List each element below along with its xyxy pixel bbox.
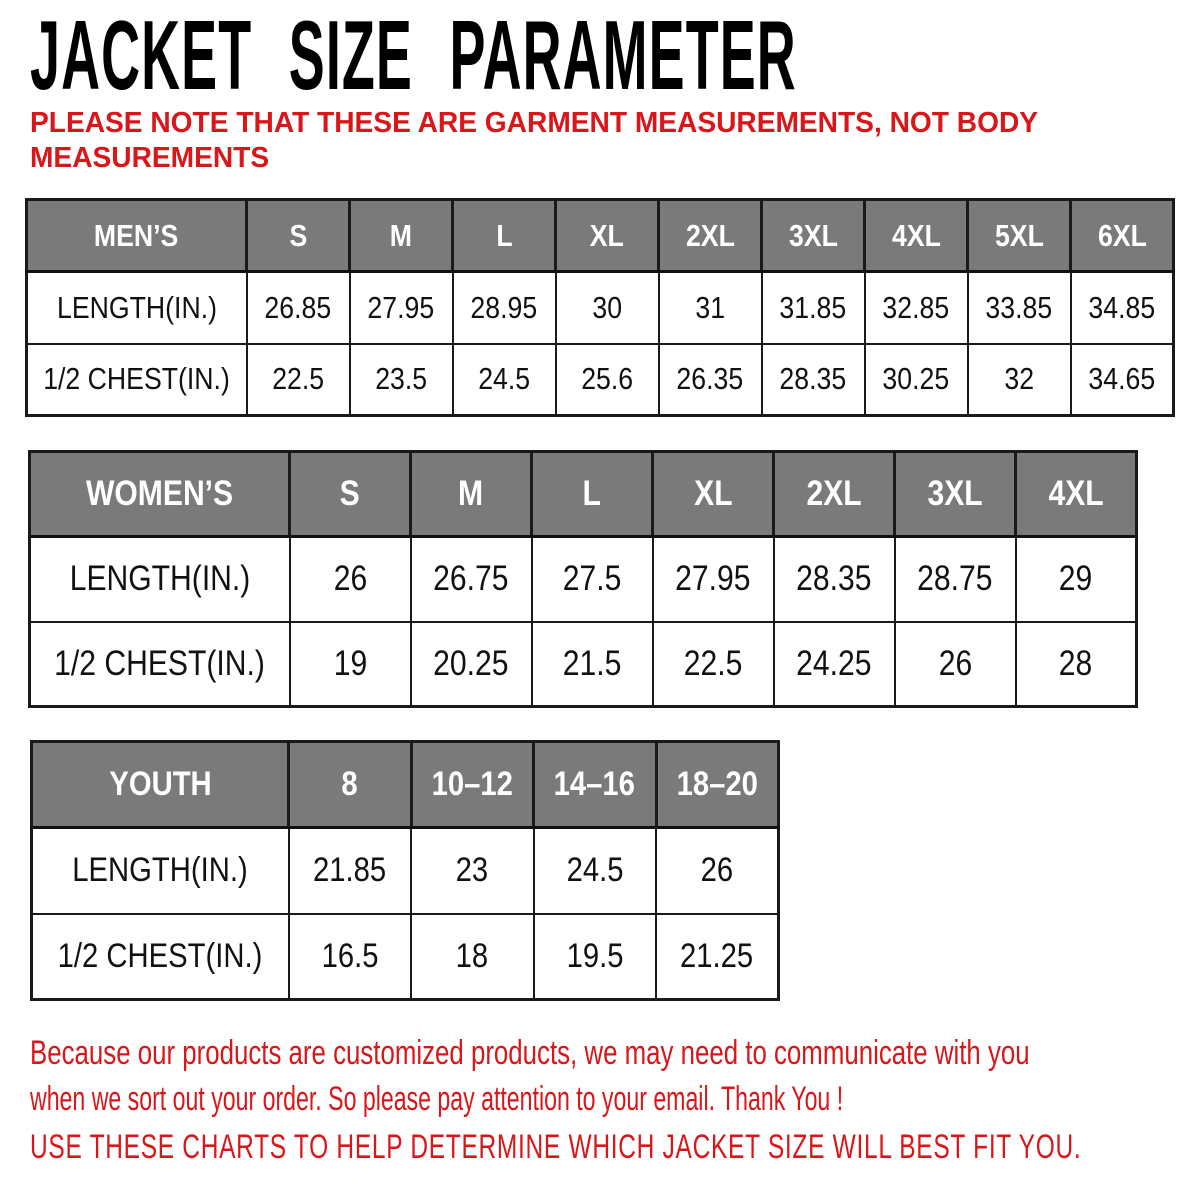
mens-size-cell: 4XL — [865, 200, 968, 272]
womens-chest-value-cell: 20.25 — [411, 622, 532, 707]
mens-chest-value-cell: 34.65 — [1071, 344, 1174, 416]
mens-length-label-cell: LENGTH(IN.) — [27, 272, 247, 344]
womens-size-cell: 4XL — [1016, 452, 1137, 537]
womens-length-value-cell: 27.95 — [653, 537, 774, 622]
womens-table-title-cell: WOMEN’S — [30, 452, 290, 537]
youth-length-row — [32, 828, 779, 914]
youth-chest-value-cell: 21.25 — [656, 914, 779, 1000]
mens-length-value-cell: 31.85 — [762, 272, 865, 344]
youth-size-cell: 18–20 — [656, 742, 779, 828]
womens-size-cell: 2XL — [774, 452, 895, 537]
youth-size-cell: 10–12 — [411, 742, 534, 828]
womens-size-table — [28, 450, 1138, 708]
mens-chest-value-cell: 25.6 — [556, 344, 659, 416]
mens-size-cell: M — [350, 200, 453, 272]
womens-length-label-cell: LENGTH(IN.) — [30, 537, 290, 622]
mens-size-cell: S — [247, 200, 350, 272]
youth-chest-row — [32, 914, 779, 1000]
mens-chest-row — [27, 344, 1174, 416]
womens-chest-value-cell: 26 — [895, 622, 1016, 707]
mens-length-value-cell: 32.85 — [865, 272, 968, 344]
youth-length-value-cell: 26 — [656, 828, 779, 914]
mens-chest-value-cell: 24.5 — [453, 344, 556, 416]
youth-size-cell: 14–16 — [534, 742, 657, 828]
womens-size-cell: S — [290, 452, 411, 537]
garment-measurement-note-line2: MEASUREMENTS — [30, 141, 270, 174]
mens-length-value-cell: 28.95 — [453, 272, 556, 344]
womens-chest-value-cell: 22.5 — [653, 622, 774, 707]
customization-note — [30, 1030, 1200, 1122]
mens-size-table — [25, 198, 1175, 417]
mens-size-cell: XL — [556, 200, 659, 272]
mens-chest-value-cell: 26.35 — [659, 344, 762, 416]
womens-length-value-cell: 26 — [290, 537, 411, 622]
chart-usage-note: USE THESE CHARTS TO HELP DETERMINE WHICH JACKET SIZE WILL BEST FIT YOU. — [30, 1128, 1082, 1166]
youth-length-label-cell: LENGTH(IN.) — [32, 828, 289, 914]
womens-length-value-cell: 28.75 — [895, 537, 1016, 622]
mens-length-value-cell: 26.85 — [247, 272, 350, 344]
womens-size-cell: L — [532, 452, 653, 537]
mens-length-value-cell: 33.85 — [968, 272, 1071, 344]
mens-length-value-cell: 31 — [659, 272, 762, 344]
mens-size-cell: 3XL — [762, 200, 865, 272]
womens-chest-value-cell: 24.25 — [774, 622, 895, 707]
youth-chest-value-cell: 18 — [411, 914, 534, 1000]
customization-note-line1: Because our products are customized products, we may need to communicate with you — [30, 1034, 1030, 1072]
youth-chest-value-cell: 19.5 — [534, 914, 657, 1000]
womens-length-row — [30, 537, 1137, 622]
womens-length-value-cell: 28.35 — [774, 537, 895, 622]
mens-chest-value-cell: 22.5 — [247, 344, 350, 416]
youth-length-value-cell: 21.85 — [289, 828, 412, 914]
womens-chest-value-cell: 28 — [1016, 622, 1137, 707]
womens-length-value-cell: 29 — [1016, 537, 1137, 622]
mens-length-value-cell: 34.85 — [1071, 272, 1174, 344]
youth-size-table — [30, 740, 780, 1001]
youth-size-cell: 8 — [289, 742, 412, 828]
mens-size-cell: 6XL — [1071, 200, 1174, 272]
womens-chest-value-cell: 19 — [290, 622, 411, 707]
womens-size-cell: 3XL — [895, 452, 1016, 537]
garment-measurement-note — [30, 106, 1038, 176]
mens-length-row — [27, 272, 1174, 344]
mens-chest-value-cell: 28.35 — [762, 344, 865, 416]
mens-chest-value-cell: 30.25 — [865, 344, 968, 416]
mens-chest-label-cell: 1/2 CHEST(IN.) — [27, 344, 247, 416]
youth-header-row — [32, 742, 779, 828]
womens-chest-label-cell: 1/2 CHEST(IN.) — [30, 622, 290, 707]
mens-header-row — [27, 200, 1174, 272]
mens-length-value-cell: 27.95 — [350, 272, 453, 344]
mens-size-cell: 5XL — [968, 200, 1071, 272]
mens-chest-value-cell: 23.5 — [350, 344, 453, 416]
customization-note-line2: when we sort out your order. So please pay attention to your email. Thank You ! — [30, 1080, 844, 1119]
mens-chest-value-cell: 32 — [968, 344, 1071, 416]
mens-size-cell: L — [453, 200, 556, 272]
mens-length-value-cell: 30 — [556, 272, 659, 344]
youth-table-title-cell: YOUTH — [32, 742, 289, 828]
mens-table-title-cell: MEN’S — [27, 200, 247, 272]
womens-header-row — [30, 452, 1137, 537]
garment-measurement-note-line1: PLEASE NOTE THAT THESE ARE GARMENT MEASUREMENTS, NOT BODY — [30, 107, 1039, 139]
youth-chest-value-cell: 16.5 — [289, 914, 412, 1000]
youth-chest-label-cell: 1/2 CHEST(IN.) — [32, 914, 289, 1000]
youth-length-value-cell: 24.5 — [534, 828, 657, 914]
womens-size-cell: M — [411, 452, 532, 537]
youth-length-value-cell: 23 — [411, 828, 534, 914]
womens-size-cell: XL — [653, 452, 774, 537]
womens-length-value-cell: 26.75 — [411, 537, 532, 622]
womens-length-value-cell: 27.5 — [532, 537, 653, 622]
womens-chest-row — [30, 622, 1137, 707]
page-title: JACKET SIZE PARAMETER — [30, 0, 797, 110]
mens-size-cell: 2XL — [659, 200, 762, 272]
womens-chest-value-cell: 21.5 — [532, 622, 653, 707]
